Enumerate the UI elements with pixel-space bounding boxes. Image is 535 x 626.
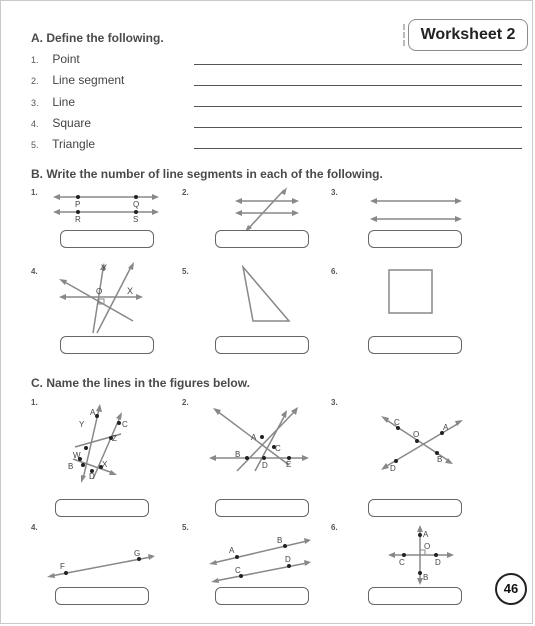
c3-label-o: O xyxy=(413,430,420,439)
b-figure-1 xyxy=(51,187,161,227)
item-label: Square xyxy=(52,116,92,130)
definition-item-3 xyxy=(31,95,75,109)
c-figure-3 xyxy=(377,413,467,475)
c3-label-d: D xyxy=(390,464,396,473)
section-b-title: B. Write the number of line segments in each of the following. xyxy=(31,167,383,181)
point-label-r: R xyxy=(75,215,81,224)
c-figure-2 xyxy=(207,405,311,475)
answer-line-3[interactable] xyxy=(194,106,522,107)
c-item-number-3: 3. xyxy=(331,398,338,407)
b-item-number-2: 2. xyxy=(182,188,189,197)
definition-item-2 xyxy=(31,73,124,87)
b-answer-box-4[interactable] xyxy=(60,336,154,354)
c-item-number-6: 6. xyxy=(331,523,338,532)
c1-label-a: A xyxy=(90,408,96,417)
b-answer-box-5[interactable] xyxy=(215,336,309,354)
b-item-number-4: 4. xyxy=(31,267,38,276)
item-label: Line xyxy=(52,95,76,109)
c3-label-a: A xyxy=(443,423,449,432)
b-figure-5 xyxy=(239,265,295,325)
c-figure-6 xyxy=(386,523,456,585)
item-number: 4. xyxy=(31,119,39,129)
b-figure-6 xyxy=(387,267,435,315)
c3-label-b: B xyxy=(437,455,443,464)
point-label-s: S xyxy=(133,215,139,224)
c1-label-b: B xyxy=(68,462,74,471)
c4-label-f: F xyxy=(60,562,65,571)
c2-label-d: D xyxy=(262,461,268,470)
item-number: 3. xyxy=(31,98,39,108)
c1-label-y: Y xyxy=(79,420,85,429)
c2-label-b: B xyxy=(235,450,241,459)
c2-label-a: A xyxy=(251,433,257,442)
c6-label-c: C xyxy=(399,558,405,567)
answer-line-4[interactable] xyxy=(194,127,522,128)
c-answer-box-1[interactable] xyxy=(55,499,149,517)
c-figure-5 xyxy=(207,537,315,583)
c5-label-d: D xyxy=(285,555,291,564)
item-label: Point xyxy=(52,52,80,66)
c1-label-c: C xyxy=(122,420,128,429)
definition-item-5 xyxy=(31,137,95,151)
c6-label-d: D xyxy=(435,558,441,567)
answer-line-2[interactable] xyxy=(194,85,522,86)
c1-label-d: D xyxy=(89,472,95,481)
b-answer-box-2[interactable] xyxy=(215,230,309,248)
b-answer-box-6[interactable] xyxy=(368,336,462,354)
c3-label-c: C xyxy=(394,418,400,427)
item-number: 5. xyxy=(31,140,39,150)
c-answer-box-4[interactable] xyxy=(55,587,149,605)
c-item-number-1: 1. xyxy=(31,398,38,407)
b-answer-box-1[interactable] xyxy=(60,230,154,248)
b-item-number-6: 6. xyxy=(331,267,338,276)
c6-label-o: O xyxy=(424,542,431,551)
c6-label-a: A xyxy=(423,530,429,539)
definition-item-4 xyxy=(31,116,91,130)
c-item-number-4: 4. xyxy=(31,523,38,532)
point-label-p: P xyxy=(75,200,81,209)
c-answer-box-2[interactable] xyxy=(215,499,309,517)
answer-line-5[interactable] xyxy=(194,148,522,149)
c-answer-box-5[interactable] xyxy=(215,587,309,605)
c5-label-b: B xyxy=(277,537,283,545)
c-item-number-5: 5. xyxy=(182,523,189,532)
c-answer-box-6[interactable] xyxy=(368,587,462,605)
c1-label-z: Z xyxy=(112,434,117,443)
c5-label-a: A xyxy=(229,546,235,555)
item-number: 2. xyxy=(31,76,39,86)
c-item-number-2: 2. xyxy=(182,398,189,407)
origin-label-o: O xyxy=(96,287,103,296)
b-figure-2 xyxy=(233,187,303,232)
c2-label-c: C xyxy=(275,444,281,453)
c5-label-c: C xyxy=(235,566,241,575)
item-label: Line segment xyxy=(52,73,125,87)
item-label: Triangle xyxy=(52,137,96,151)
b-figure-4 xyxy=(57,259,147,339)
b-item-number-5: 5. xyxy=(182,267,189,276)
answer-line-1[interactable] xyxy=(194,64,522,65)
point-label-q: Q xyxy=(133,200,140,209)
c1-label-x: X xyxy=(102,460,108,469)
b-figure-3 xyxy=(368,193,464,225)
c4-label-g: G xyxy=(134,549,141,558)
definition-item-1 xyxy=(31,52,80,66)
b-item-number-3: 3. xyxy=(331,188,338,197)
page-number: 46 xyxy=(495,573,527,605)
worksheet-title-badge: Worksheet 2 xyxy=(408,19,528,51)
c6-label-b: B xyxy=(423,573,429,582)
c-figure-4 xyxy=(45,547,157,581)
c-figure-1 xyxy=(63,403,133,483)
axis-label-x: X xyxy=(127,286,134,296)
b-answer-box-3[interactable] xyxy=(368,230,462,248)
c2-label-e: E xyxy=(286,460,292,469)
b-item-number-1: 1. xyxy=(31,188,38,197)
c-answer-box-3[interactable] xyxy=(368,499,462,517)
axis-label-y: Y xyxy=(101,263,108,273)
c1-label-w: W xyxy=(73,451,81,460)
item-number: 1. xyxy=(31,55,39,65)
section-c-title: C. Name the lines in the figures below. xyxy=(31,376,250,390)
section-a-title: A. Define the following. xyxy=(31,31,164,45)
